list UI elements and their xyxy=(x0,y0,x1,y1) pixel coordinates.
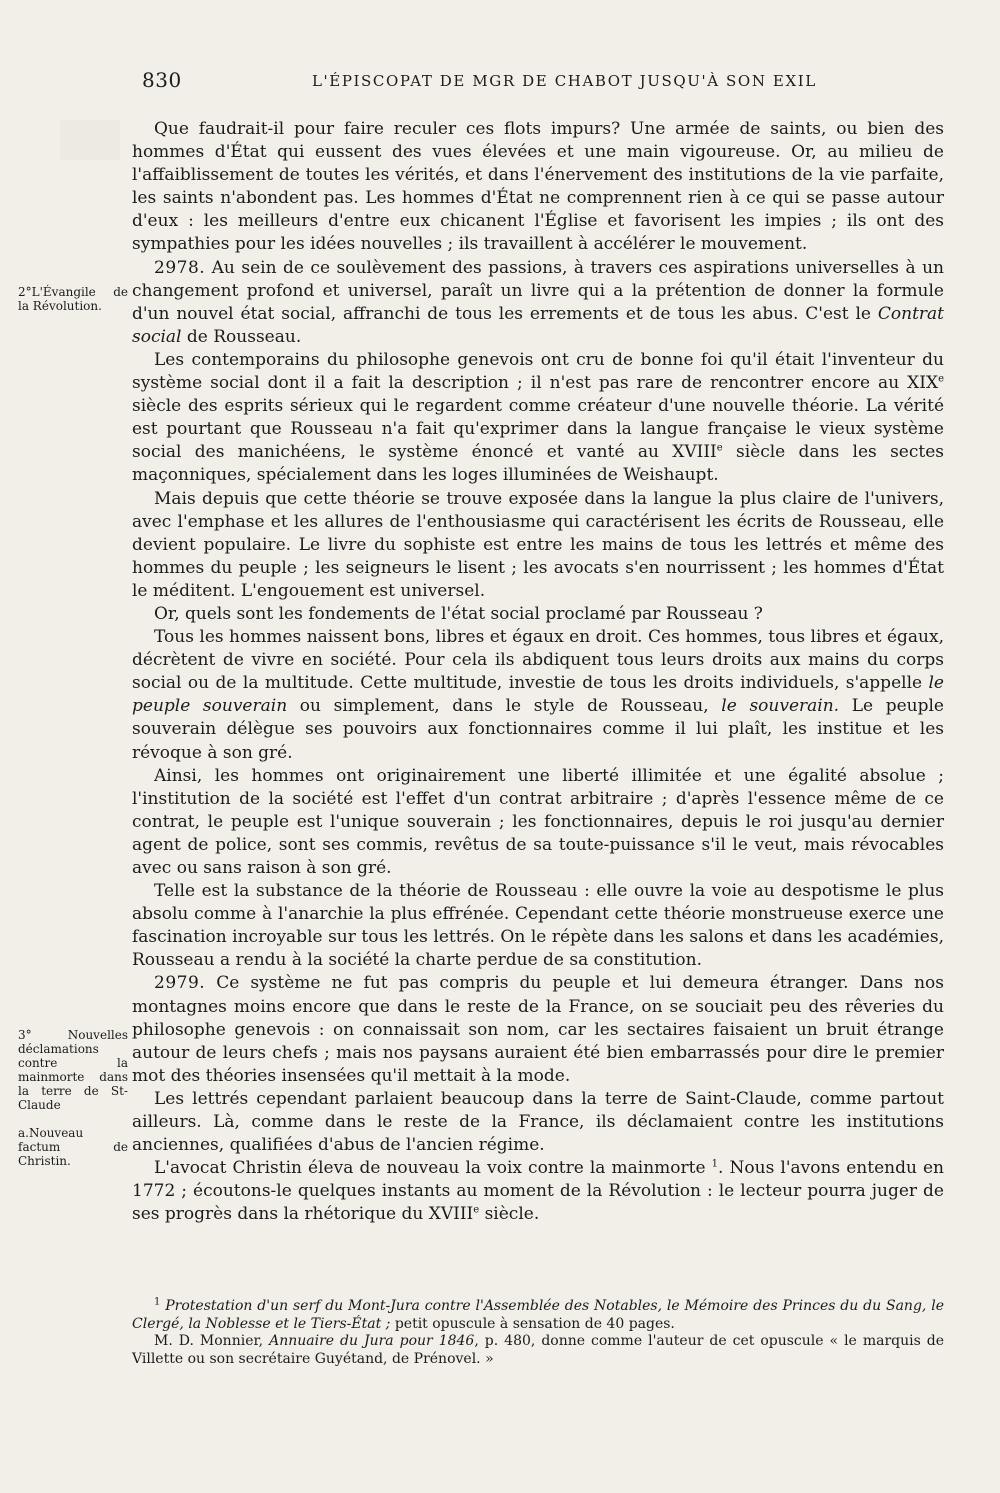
running-title: L'ÉPISCOPAT DE MGR DE CHABOT JUSQU'À SON EXIL xyxy=(312,72,817,90)
paragraph-text: L'avocat Christin éleva de nouveau la voix contre la mainmorte xyxy=(154,1158,712,1179)
footnote-text: petit opuscule à sensation de 40 pages. xyxy=(390,1315,675,1332)
paragraph-text: Le peuple souverain délègue ses pouvoirs aux fonctionnaires comme il lui plaît, les institue et les révoque à son gré. xyxy=(132,696,944,763)
paragraph xyxy=(132,626,944,765)
page-number: 830 xyxy=(142,68,182,92)
margin-note-factum: a.Nouveau factum de Christin. xyxy=(18,1126,128,1168)
paragraph: Or, quels sont les fondements de l'état social proclamé par Rousseau ? xyxy=(154,603,763,624)
paragraph: Telle est la substance de la théorie de Rousseau : elle ouvre la voie au despotisme le plus absolu comme à l'anarchie la plus effrénée. Cependant cette théorie monstrueuse exerce une fascination incroyable sur tous les lettrés. On le répète dans les salons et dans les académies, Rousseau a rendu à la société la charte perdue de sa constitution. xyxy=(132,881,944,971)
paragraph-2979 xyxy=(132,972,944,1087)
paragraph xyxy=(132,1157,944,1226)
footnote-number: 1 xyxy=(154,1296,161,1308)
footnote-1 xyxy=(132,1298,944,1333)
paragraph-text: Ce système ne fut pas compris du peuple et lui demeura étranger. Dans nos montagnes moins encore que dans le reste de la France, on se souciait peu des rêveries du philosophe genevois : on connaissait son nom, car les sectaires faisaient un bruit étrange autour de leurs chefs ; mais nos paysans auraient été bien embarrassés pour dire le premier mot des théories insensées qu'il mettait à la mode. xyxy=(132,973,944,1086)
footnote-text: M. D. Monnier, xyxy=(154,1333,270,1349)
margin-note-evangile: 2°L'Évangile de la Révolution. xyxy=(18,285,128,313)
superscript: e xyxy=(716,442,723,454)
paragraph-text: Tous les hommes naissent bons, libres et égaux en droit. Ces hommes, tous libres et égaux, décrètent de vivre en société. Pour cela ils abdiquent tous leurs droits aux mains du corps social ou de la multitude. Cette multitude, investie de tous les droits individuels, s'appelle xyxy=(132,627,944,694)
footnote-title: Protestation d'un serf du Mont-Jura contre l'Assemblée des Notables, le Mémoire des Princes du du Sang, le Clergé, la Noblesse et le Tiers-État ; xyxy=(132,1298,944,1332)
footnote-text: , p. 480, donne comme l'auteur de cet opuscule « le marquis de Villette ou son secrétaire Guyétand, de Prénovel. » xyxy=(132,1333,945,1367)
superscript: e xyxy=(473,1204,480,1216)
book-title: Contrat social xyxy=(132,303,944,347)
footnotes xyxy=(132,1298,944,1368)
paragraph-number: 2978. xyxy=(154,257,206,278)
paragraph-2978 xyxy=(132,257,944,349)
paragraph-text: Au sein de ce soulèvement des passions, à travers ces aspirations universelles à un changement profond et universel, paraît un livre qui a la prétention de donner la formule d'un nouvel état social, affranchi de tous les errements et de tous les abus. C'est le xyxy=(132,257,944,324)
superscript: e xyxy=(938,373,944,385)
paragraph: Que faudrait-il pour faire reculer ces flots impurs? Une armée de saints, ou bien des hommes d'État qui eussent des vues élevées et une main vigoureuse. Or, au milieu de l'affaiblissement de toutes les vérités, et dans l'énervement des institutions de la vie parfaite, les saints n'abondent pas. Les hommes d'État ne comprennent rien à ce qui se passe autour d'eux : les meilleurs d'entre eux chicanent l'Église et favorisent les impies ; ils ont des sympathies pour les idées nouvelles ; ils travaillent à accélérer le mouvement. xyxy=(132,119,944,255)
show-through-text xyxy=(60,120,120,160)
paragraph xyxy=(132,349,944,488)
paragraph-text: siècle des esprits sérieux qui le regardent comme créateur d'une nouvelle théorie. La vérité est pourtant que Rousseau n'a fait qu'exprimer dans la langue française le vieux système social des manichéens, le système énoncé et vanté au XVIII xyxy=(132,396,944,463)
emphasis: le peuple souverain xyxy=(132,673,944,717)
footnote-title: Annuaire du Jura pour 1846 xyxy=(269,1333,475,1349)
paragraph-text: ou simplement, dans le style de Rousseau, xyxy=(287,696,722,717)
paragraph: Mais depuis que cette théorie se trouve exposée dans la langue la plus claire de l'univers, avec l'emphase et les allures de l'enthousiasme qui caractérisent les écrits de Rousseau, elle devient populaire. Le livre du sophiste est entre les mains de tous les lettrés et même des hommes du peuple ; les seigneurs le lisent ; les avocats s'en nourrissent ; les hommes d'État le méditent. L'engouement est universel. xyxy=(132,488,944,601)
paragraph: Ainsi, les hommes ont originairement une liberté illimitée et une égalité absolue ; l'institution de la société est l'effet d'un contrat arbitraire ; d'après l'essence même de ce contrat, le peuple est l'unique souverain ; les fonctionnaires, depuis le roi jusqu'au dernier agent de police, sont ses commis, revêtus de sa toute-puissance s'il le veut, mais révocables avec ou sans raison à son gré. xyxy=(132,765,944,878)
emphasis: le souverain. xyxy=(721,696,840,717)
main-text xyxy=(132,118,944,1227)
footnote-marker: 1 xyxy=(711,1158,719,1170)
margin-note-declamations: 3° Nouvelles déclamations contre la mainmorte dans la terre de St-Claude xyxy=(18,1028,128,1112)
page-header xyxy=(132,64,944,94)
paragraph-number: 2979. xyxy=(154,973,206,994)
paragraph-text: siècle. xyxy=(479,1204,540,1225)
paragraph-text: . Nous l'avons entendu en 1772 ; écoutons-le quelques instants au moment de la Révolution : le lecteur pourra juger de ses progrès dans la rhétorique du XVIII xyxy=(132,1158,945,1225)
paragraph-text: Les contemporains du philosophe genevois ont cru de bonne foi qu'il était l'inventeur du système social dont il a fait la description ; il n'est pas rare de rencontrer encore au XIX xyxy=(132,349,944,394)
paragraph-text: siècle dans les sectes maçonniques, spécialement dans les loges illuminées de Weishaupt. xyxy=(132,442,944,486)
footnote-2 xyxy=(132,1333,944,1368)
paragraph-text: de Rousseau. xyxy=(181,326,302,347)
paragraph: Les lettrés cependant parlaient beaucoup dans la terre de Saint-Claude, comme partout ailleurs. Là, comme dans le reste de la France, ils déclamaient contre les institutions anciennes, qualifiées d'abus de l'ancien régime. xyxy=(132,1088,944,1156)
